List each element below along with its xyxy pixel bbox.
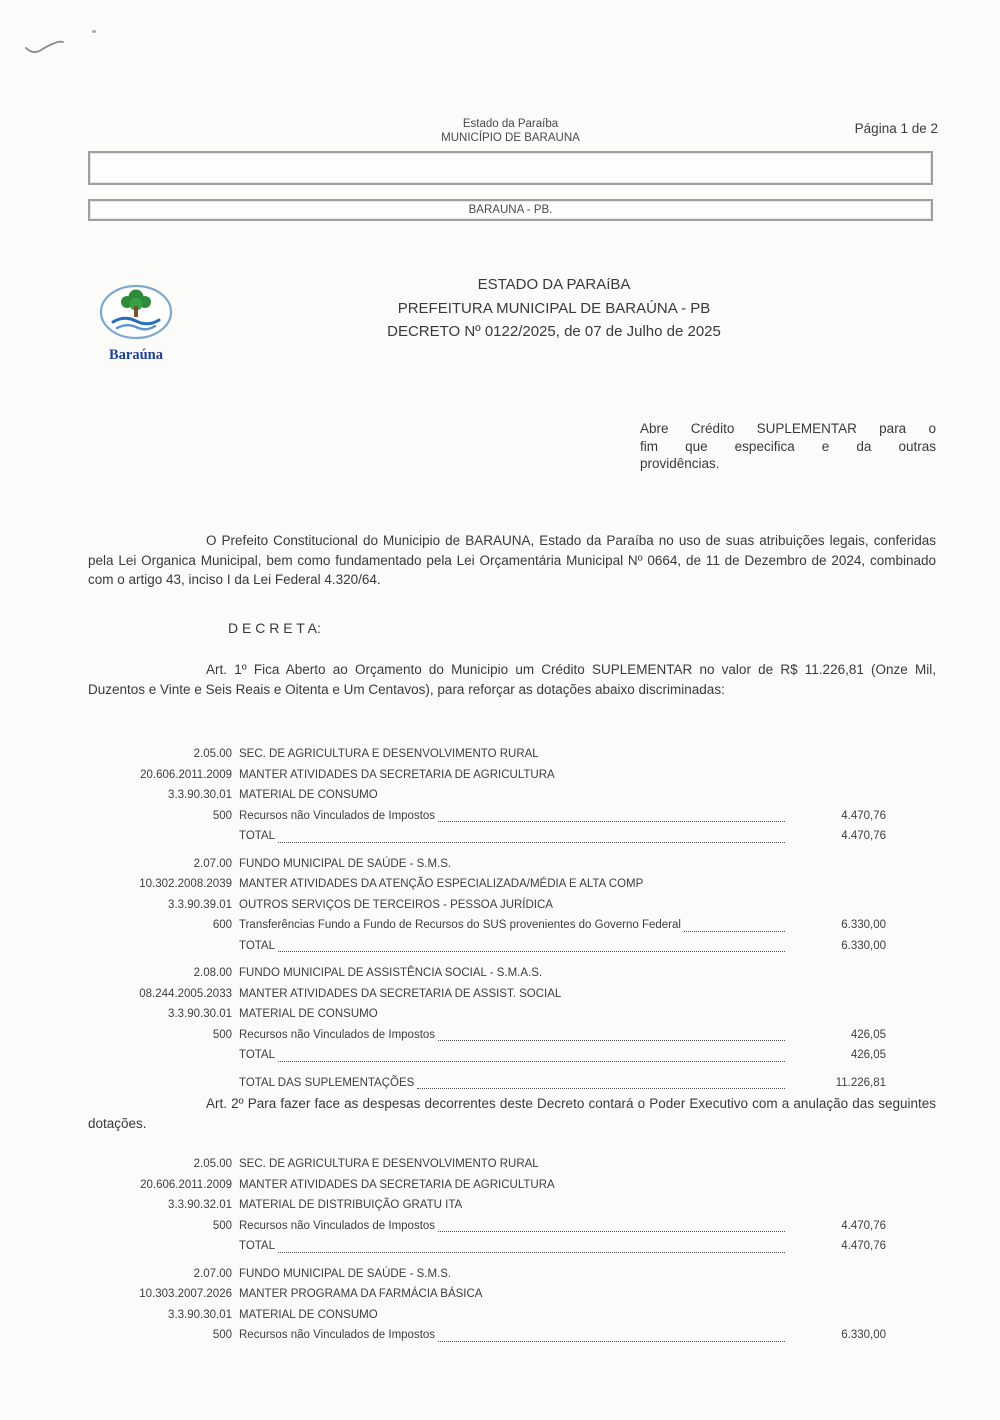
budget-code: 2.08.00 — [193, 967, 232, 979]
article-2-paragraph: Art. 2º Para fazer face as despesas decorrentes deste Decreto contará o Poder Executivo com a anulação das seguintes dotações. — [88, 1096, 936, 1131]
budget-description: Transferências Fundo a Fundo de Recursos do SUS provenientes do Governo Federal — [239, 919, 681, 931]
dotted-leader — [278, 1252, 785, 1253]
supplement-row — [88, 963, 886, 984]
supplement-row — [88, 806, 886, 827]
budget-value: 4.470,76 — [841, 1219, 886, 1232]
dotted-leader — [438, 1040, 785, 1041]
budget-code: 3.3.90.39.01 — [168, 898, 232, 911]
budget-description: Recursos não Vinculados de Impostos — [239, 1219, 436, 1232]
summary-line: Abre Crédito SUPLEMENTAR para o — [640, 421, 936, 436]
supplement-row — [88, 826, 886, 847]
supplement-row — [88, 984, 886, 1005]
annulment-row — [88, 1175, 886, 1196]
budget-code: 3.3.90.30.01 — [168, 1008, 232, 1020]
budget-code — [88, 936, 232, 957]
logo-caption: Baraúna — [109, 347, 163, 363]
page-number-label: Página 1 de 2 — [854, 121, 938, 136]
budget-code: 500 — [212, 1219, 232, 1232]
budget-code: 2.07.00 — [193, 857, 232, 870]
budget-description: TOTAL DAS SUPLEMENTAÇÕES — [239, 1076, 415, 1089]
budget-description: MANTER ATIVIDADES DA ATENÇÃO ESPECIALIZADA/MÉDIA E ALTA COMP — [239, 878, 644, 890]
annulment-row — [88, 1195, 886, 1216]
annulment-row — [88, 1264, 886, 1285]
budget-description: TOTAL — [239, 830, 275, 842]
supplement-row — [88, 1045, 886, 1066]
supplement-row — [88, 744, 886, 765]
pen-dot-mark — [92, 30, 96, 33]
header-empty-box — [88, 151, 933, 185]
annulment-budget-table — [88, 1154, 886, 1346]
annulment-row — [88, 1216, 886, 1237]
budget-description: SEC. DE AGRICULTURA E DESENVOLVIMENTO RURAL — [239, 1158, 539, 1170]
budget-description: MATERIAL DE CONSUMO — [239, 1308, 378, 1321]
budget-value: 4.470,76 — [841, 1240, 886, 1252]
dotted-leader — [438, 1231, 785, 1232]
supplement-row — [88, 1004, 886, 1025]
decree-summary — [640, 420, 936, 473]
supplement-row — [88, 785, 886, 806]
annulment-row — [88, 1236, 886, 1257]
budget-description: MANTER PROGRAMA DA FARMÁCIA BÁSICA — [239, 1288, 483, 1300]
budget-code: 10.303.2007.2026 — [139, 1288, 232, 1300]
title-prefecture-line: PREFEITURA MUNICIPAL DE BARAÚNA - PB — [397, 299, 711, 317]
budget-code: 3.3.90.30.01 — [168, 789, 232, 801]
budget-description: SEC. DE AGRICULTURA E DESENVOLVIMENTO RURAL — [239, 748, 539, 760]
dotted-leader — [417, 1088, 785, 1089]
preamble-paragraph: O Prefeito Constitucional do Municipio de BARAUNA, Estado da Paraíba no uso de suas atribuições legais, conferidas pela Lei Organica Municipal, bem como fundamentado pela Lei Orçamentária Municipal Nº 0664, de 11 de Dezembro de 2024, combinado com o artigo 43, inciso I da Lei Federal 4.320/64. — [88, 533, 936, 587]
article-1-paragraph: Art. 1º Fica Aberto ao Orçamento do Municipio um Crédito SUPLEMENTAR no valor de R$ 11.226,81 (Onze Mil, Duzentos e Vinte e Seis Reais e Oitenta e Um Centavos), para reforçar as dotações abaixo discriminadas: — [88, 662, 936, 697]
tree-logo-icon — [99, 284, 173, 340]
budget-code: 20.606.2011.2009 — [140, 1178, 232, 1191]
budget-description: FUNDO MUNICIPAL DE ASSISTÊNCIA SOCIAL - S.M.A.S. — [239, 967, 543, 979]
pen-squiggle-mark — [20, 28, 90, 56]
header-org-block — [88, 118, 933, 145]
budget-code: 2.07.00 — [193, 1267, 232, 1280]
budget-description: OUTROS SERVIÇOS DE TERCEIROS - PESSOA JURÍDICA — [239, 898, 553, 911]
supplement-row — [88, 874, 886, 895]
budget-code: 10.302.2008.2039 — [139, 878, 232, 890]
budget-value: 426,05 — [850, 1049, 886, 1061]
budget-description: TOTAL — [239, 1049, 275, 1061]
dotted-leader — [278, 842, 785, 843]
budget-code: 2.05.00 — [193, 748, 232, 760]
dotted-leader — [278, 951, 785, 952]
header-state-label: Estado da Paraíba — [462, 118, 559, 130]
budget-code: 3.3.90.32.01 — [168, 1199, 232, 1211]
annulment-row — [88, 1305, 886, 1326]
budget-description: MANTER ATIVIDADES DA SECRETARIA DE AGRICULTURA — [239, 768, 555, 781]
budget-description: TOTAL — [239, 1240, 275, 1252]
title-state-line: ESTADO DA PARAíBA — [477, 276, 631, 293]
budget-code — [88, 826, 232, 847]
supplement-budget-table — [88, 744, 886, 1093]
budget-description: MATERIAL DE CONSUMO — [239, 1008, 378, 1020]
supplement-row — [88, 854, 886, 875]
budget-code — [88, 1045, 232, 1066]
decreta-heading: D E C R E T A: — [228, 620, 321, 636]
supplement-row — [88, 895, 886, 916]
annulment-row — [88, 1154, 886, 1175]
dotted-leader — [278, 1061, 785, 1062]
budget-value: 6.330,00 — [841, 919, 886, 931]
supplement-row — [88, 765, 886, 786]
summary-line: fim que especifica e da outras — [640, 438, 936, 454]
city-banner-label: BARAUNA - PB. — [468, 204, 553, 216]
budget-description: MATERIAL DE DISTRIBUIÇÃO GRATU ITA — [239, 1199, 463, 1211]
document-title-block — [175, 273, 933, 344]
budget-code: 20.606.2011.2009 — [140, 768, 232, 781]
budget-description: FUNDO MUNICIPAL DE SAÚDE - S.M.S. — [239, 1267, 452, 1280]
summary-line: providências. — [640, 456, 720, 471]
budget-description: MATERIAL DE CONSUMO — [239, 789, 378, 801]
budget-code: 08.244.2005.2033 — [139, 987, 232, 1000]
annulment-row — [88, 1325, 886, 1346]
supplement-row — [88, 915, 886, 936]
municipal-logo — [94, 284, 178, 364]
budget-code: 600 — [212, 919, 232, 931]
budget-code — [88, 1073, 232, 1094]
budget-code: 500 — [212, 809, 232, 822]
budget-code: 3.3.90.30.01 — [168, 1308, 232, 1321]
budget-value: 4.470,76 — [841, 830, 886, 842]
budget-description: FUNDO MUNICIPAL DE SAÚDE - S.M.S. — [239, 857, 452, 870]
header-municipality-label: MUNICÍPIO DE BARAUNA — [441, 131, 580, 144]
budget-description: Recursos não Vinculados de Impostos — [239, 1329, 436, 1341]
title-decree-line: DECRETO Nº 0122/2025, de 07 de Julho de 2025 — [387, 323, 721, 340]
budget-code: 2.05.00 — [193, 1158, 232, 1170]
budget-code — [88, 1236, 232, 1257]
budget-value: 6.330,00 — [841, 939, 886, 952]
dotted-leader — [438, 821, 785, 822]
budget-value: 4.470,76 — [841, 809, 886, 822]
budget-description: MANTER ATIVIDADES DA SECRETARIA DE ASSIST. SOCIAL — [239, 987, 562, 1000]
supplement-row — [88, 1025, 886, 1046]
budget-description: MANTER ATIVIDADES DA SECRETARIA DE AGRICULTURA — [239, 1178, 555, 1191]
budget-value: 11.226,81 — [835, 1076, 886, 1089]
budget-code: 500 — [212, 1329, 232, 1341]
supplement-row — [88, 1073, 886, 1094]
budget-value: 6.330,00 — [841, 1329, 886, 1341]
supplement-row — [88, 936, 886, 957]
dotted-leader — [684, 931, 785, 932]
city-banner-box — [88, 199, 933, 221]
budget-description: Recursos não Vinculados de Impostos — [239, 809, 436, 822]
budget-description: TOTAL — [239, 939, 275, 952]
budget-description: Recursos não Vinculados de Impostos — [239, 1028, 436, 1041]
budget-code: 500 — [212, 1028, 232, 1041]
dotted-leader — [438, 1341, 785, 1342]
budget-value: 426,05 — [850, 1028, 886, 1041]
annulment-row — [88, 1284, 886, 1305]
